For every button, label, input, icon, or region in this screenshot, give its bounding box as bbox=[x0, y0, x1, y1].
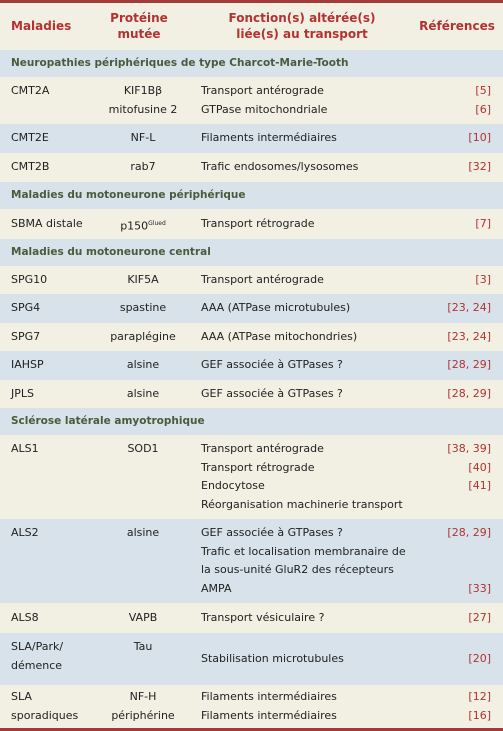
table-row bbox=[0, 435, 503, 519]
cell-proteine: spastine bbox=[119, 301, 167, 314]
cell-reference: [28, 29] bbox=[447, 387, 491, 400]
section-motoneurone-peripherique: Maladies du motoneurone périphérique bbox=[0, 182, 503, 209]
cell-reference: [28, 29] bbox=[447, 358, 491, 371]
cell-reference: [20] bbox=[468, 652, 491, 665]
cell-proteine bbox=[98, 215, 188, 234]
table-row bbox=[0, 77, 503, 124]
cell-fonction: Transport antérograde bbox=[201, 442, 324, 455]
cell-reference: [23, 24] bbox=[447, 301, 491, 314]
cell-reference: [28, 29] bbox=[447, 526, 491, 539]
cell-fonction: GEF associée à GTPases ? bbox=[201, 526, 343, 539]
cell-maladie: SBMA distale bbox=[11, 217, 83, 230]
cell-reference: [3] bbox=[475, 273, 491, 286]
cell-fonction: Transport antérograde bbox=[201, 84, 324, 97]
cell-fonction: Trafic et localisation membranaire de bbox=[201, 544, 406, 558]
table-row bbox=[0, 380, 503, 408]
cell-fonction: Trafic endosomes/lysosomes bbox=[201, 160, 359, 173]
cell-fonction: Endocytose bbox=[201, 479, 265, 492]
cell-fonction: la sous-unité GluR2 des récepteurs bbox=[201, 563, 394, 576]
cell-fonction: Stabilisation microtubules bbox=[201, 652, 344, 665]
cell-maladie: SLA/Park/ bbox=[11, 640, 64, 653]
cell-reference: [10] bbox=[468, 131, 491, 144]
cell-reference: [6] bbox=[475, 102, 491, 116]
header-fonction bbox=[212, 10, 392, 42]
cell-reference: [40] bbox=[468, 460, 491, 474]
cell-reference: [16] bbox=[468, 708, 491, 722]
header-references: Références bbox=[419, 19, 495, 33]
cell-proteine: Tau bbox=[133, 640, 153, 653]
cell-proteine: VAPB bbox=[128, 611, 158, 624]
cell-fonction: Filaments intermédiaires bbox=[201, 708, 337, 722]
header-proteine bbox=[100, 10, 178, 42]
cell-proteine: alsine bbox=[126, 526, 160, 539]
cell-maladie: sporadiques bbox=[11, 708, 79, 722]
cell-maladie: JPLS bbox=[11, 387, 34, 400]
table-row bbox=[0, 633, 503, 685]
table-row bbox=[0, 323, 503, 351]
cell-proteine: NF-H bbox=[129, 690, 157, 703]
cell-maladie: ALS2 bbox=[11, 526, 39, 539]
cell-fonction: GEF associée à GTPases ? bbox=[201, 387, 343, 400]
table-row bbox=[0, 124, 503, 153]
header-fonction-line1: Fonction(s) altérée(s) bbox=[228, 11, 376, 25]
header-proteine-line1: Protéine bbox=[110, 11, 168, 25]
header-maladies: Maladies bbox=[11, 19, 72, 33]
table-row bbox=[0, 294, 503, 323]
cell-maladie: ALS8 bbox=[11, 611, 39, 624]
cell-proteine: mitofusine 2 bbox=[108, 102, 178, 116]
cell-reference: [41] bbox=[468, 479, 491, 492]
cell-fonction: Réorganisation machinerie transport bbox=[201, 497, 403, 511]
table-row bbox=[0, 153, 503, 182]
cell-maladie: SPG4 bbox=[11, 301, 41, 314]
cell-proteine: NF-L bbox=[130, 131, 156, 144]
table-row bbox=[0, 685, 503, 728]
cell-reference: [7] bbox=[475, 217, 491, 230]
table-row bbox=[0, 519, 503, 603]
cell-fonction: AAA (ATPase microtubules) bbox=[201, 301, 351, 314]
cell-fonction: AAA (ATPase mitochondries) bbox=[201, 330, 358, 343]
cell-fonction: AMPA bbox=[201, 581, 232, 595]
cell-proteine: paraplégine bbox=[110, 330, 176, 343]
cell-proteine: SOD1 bbox=[127, 442, 159, 455]
cell-fonction: GTPase mitochondriale bbox=[201, 102, 328, 116]
cell-proteine: périphérine bbox=[111, 708, 175, 722]
cell-fonction: GEF associée à GTPases ? bbox=[201, 358, 343, 371]
cell-maladie: SPG10 bbox=[11, 273, 48, 286]
cell-fonction: Transport vésiculaire ? bbox=[201, 611, 325, 624]
cell-maladie: ALS1 bbox=[11, 442, 39, 455]
section-sla: Sclérose latérale amyotrophique bbox=[0, 408, 503, 435]
cell-maladie: CMT2A bbox=[11, 84, 50, 97]
cell-reference: [12] bbox=[468, 690, 491, 703]
cell-reference: [5] bbox=[475, 84, 491, 97]
cell-maladie: CMT2B bbox=[11, 160, 50, 173]
cell-reference: [33] bbox=[468, 581, 491, 595]
cell-proteine: KIF5A bbox=[127, 273, 159, 286]
cell-fonction: Filaments intermédiaires bbox=[201, 131, 337, 144]
cell-proteine: KIF1Bβ bbox=[123, 84, 163, 97]
cell-maladie: SLA bbox=[11, 690, 32, 703]
cell-maladie: démence bbox=[11, 658, 63, 672]
cell-fonction: Transport antérograde bbox=[201, 273, 324, 286]
cell-proteine: alsine bbox=[126, 358, 160, 371]
table-row bbox=[0, 351, 503, 380]
section-cmt: Neuropathies périphériques de type Charcot-Marie-Tooth bbox=[0, 50, 503, 77]
proteine-superscript: Glued bbox=[148, 220, 166, 227]
cell-reference: [27] bbox=[468, 611, 491, 624]
proteine-base: p150 bbox=[120, 219, 149, 233]
section-motoneurone-central: Maladies du motoneurone central bbox=[0, 239, 503, 266]
cell-reference: [23, 24] bbox=[447, 330, 491, 343]
header-proteine-line2: mutée bbox=[117, 27, 161, 41]
table-row bbox=[0, 603, 503, 633]
cell-maladie: IAHSP bbox=[11, 358, 44, 371]
header-fonction-line2: liée(s) au transport bbox=[236, 27, 368, 41]
table-row bbox=[0, 209, 503, 239]
cell-proteine: rab7 bbox=[130, 160, 156, 173]
table-row bbox=[0, 266, 503, 294]
cell-fonction: Filaments intermédiaires bbox=[201, 690, 337, 703]
cell-proteine: alsine bbox=[126, 387, 160, 400]
cell-fonction: Transport rétrograde bbox=[201, 460, 315, 474]
cell-maladie: CMT2E bbox=[11, 131, 49, 144]
table-header bbox=[0, 0, 503, 50]
cell-reference: [38, 39] bbox=[447, 442, 491, 455]
cell-reference: [32] bbox=[468, 160, 491, 173]
cell-maladie: SPG7 bbox=[11, 330, 41, 343]
cell-fonction: Transport rétrograde bbox=[201, 217, 315, 230]
